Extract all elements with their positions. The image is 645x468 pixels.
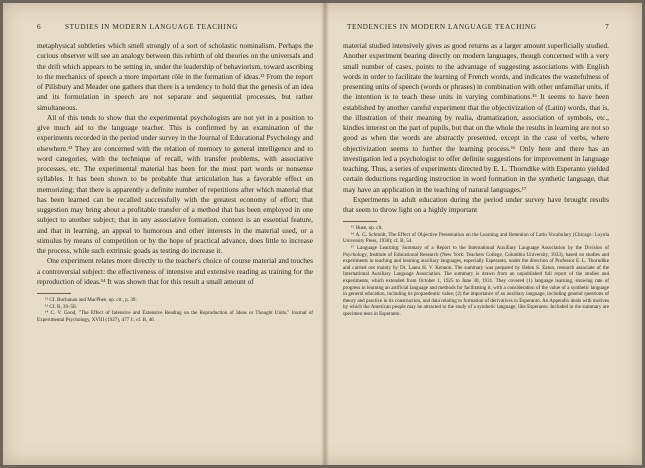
right-page [343, 23, 609, 318]
right-running-head: TENDENCIES IN MODERN LANGUAGE TEACHING [347, 23, 537, 31]
paragraph: metaphysical subtleties which smell strongly of a sort of scholastic nominalism. Perhaps the curious observer will see an analogy between this rebirth of old theories on the universals and the drift which appears to be setting in, under the leadership of behaviorism, toward ascribing to the mechanics of speech a more important rôle in the formation of ideas.¹³ From the report of Pillsbury and Meader one gathers that there is a tendency to hold that the genesis of an idea and its formulation in speech are not separate and sequential processes, but rather simultaneous. [37, 41, 313, 112]
footnote: ¹⁷ Language Learning: Summary of a Report to the International Auxiliary Language Association by the Division of Psychology, Institute of Educational Research (New York: Teachers College, Columbia University, 1933), based on studies and experiments in teaching and learning auxiliary languages, especially Esperanto, under the direction of Professor E. L. Thorndike and carried out mainly by Dr. Laura H. V. Kennon. The summary was prepared by Helen S. Eaton, research associate of the International Auxiliary Language Association. The summary is drawn from an unpublished full report of the studies and experiments, which extended from October 1, 1925 to June 30, 1931. They covered (1) language learning, showing rate of progress in learning an artificial language and methods for facilitating it, with a consideration of the value of a synthetic language in general education, including its propaedeutic value; (2) the importance of an auxiliary language, including general questions of theory and practice in its construction, and data relating to formation of derivatives in Esperanto. An Appendix deals with motives by which the American people may be attracted to the study of a synthetic language, like Esperanto. Included in the summary are specimen tests in Esperanto. [343, 245, 609, 317]
left-footnotes [37, 293, 313, 323]
right-page-body [343, 41, 609, 215]
footnote: ¹⁴ C. V. Good, "The Effect of Intensive and Extensive Reading on the Reproduction of Ideas or Thought Units," Journal of Experimental Psychology, XVIII (1927), 477 f.; cf. B, 46. [37, 310, 313, 323]
paragraph: Experiments in adult education during the period under survey have brought results that seem to throw light on a highly important [343, 194, 609, 214]
paragraph: One experiment relates more directly to the teacher's choice of course material and touches a controversial subject: the effectiveness of intensive and extensive reading as training for the reproduction of ideas.¹⁴ It was shown that for this result a small amount of [37, 256, 313, 286]
left-page-number: 6 [37, 23, 41, 31]
right-page-number: 7 [605, 23, 609, 31]
left-running-head: STUDIES IN MODERN LANGUAGE TEACHING [65, 23, 238, 31]
left-page-header [37, 23, 313, 35]
paragraph: All of this tends to show that the experimental psychologists are not yet in a position to give much aid to the language teacher. This is confirmed by an examination of the experiments recorded in the period under survey in the Journal of Educational Psychology and elsewhere.¹³ They are concerned with the relation of memory to general intelligence and to word categories, with the technique of recall, with transfer problems, with associative processes, etc. The experimental material has been for the most part words or nonsense syllables. It has been shown to be probable that articulation has a favorable effect on memorizing; that there is apparently a definite number of repetitions after which material that has been learned can be recalled successfully with the greatest economy of effort; that suggestion may bring about a profitable transfer of a method that has been employed in one subject to another subject; that in any associative formation, context is an essential feature, and that in learning, an appeal to humorous and other interests in the material used, or a stimulus by means of competition or by the hope of practical advance, does little to increase the process, while such extrinsic goads as testing do increase it. [37, 112, 313, 255]
book-spread [3, 3, 642, 465]
right-page-header [343, 23, 609, 35]
book-gutter [321, 3, 329, 465]
left-page [37, 23, 313, 323]
footnote-rule [37, 293, 71, 294]
left-page-body [37, 41, 313, 287]
footnote: ¹⁶ A. G. Schmidt, The Effect of Objective Presentation on the Learning and Retention of Latin Vocabulary (Chicago: Loyola University Press, 1930); cf. B, 54. [343, 231, 609, 245]
footnote: ¹³ Cf. B, 39–58. [45, 303, 77, 310]
footnote: ¹⁵ Huse, op. cit. [351, 225, 383, 232]
footnote-rule [343, 221, 377, 222]
footnote: ¹² Cf. Buchanan and MacPhee, op. cit., p. 39. [45, 297, 137, 303]
right-footnotes [343, 221, 609, 317]
paragraph: material studied intensively gives as good returns as a larger amount superficially studied. Another experiment bearing directly on modern languages, though concerned with a very small number of cases, points to the advantage of suggesting associations with English words in order to facilitate the learning of French words, and indicates the wastefulness of presenting units of speech (words or phrases) in combination with other unfamiliar units, if the intention is to teach these units in varying combinations.¹⁵ It seems to have been established by another careful experiment that the objectivization of (Latin) words, that is, the illustration of their meaning by realia, dramatization, association of symbols, etc., kindles interest on the part of pupils, but that on the whole the results in learning are not so good as when the words are abstractly presented, except in the case of verbs, where objectivization seems to further the learning process.¹⁶ Only here and there has an investigation led a psychologist to offer definite suggestions for improvement in language teaching. Thus, a series of experiments directed by E. L. Thorndike with Esperanto yielded certain deductions regarding instruction in word formation in the synthetic language, that may have an application in the teaching of natural languages.¹⁷ [343, 41, 609, 194]
